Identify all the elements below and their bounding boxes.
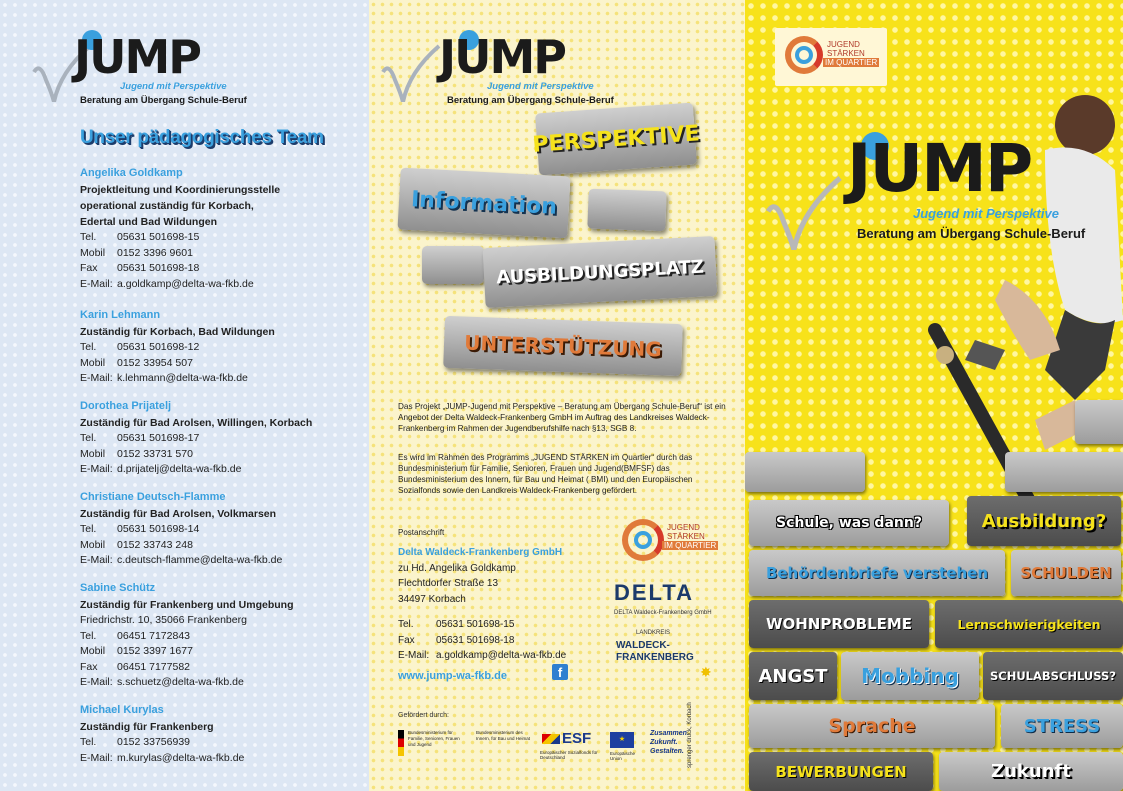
brick-schulden [1011, 550, 1121, 596]
contact-label: Tel. [80, 432, 97, 444]
member-name: Michael Kurylas [80, 704, 164, 716]
contact-label: E-Mail: [80, 554, 113, 567]
brick-mobbing [841, 652, 979, 700]
stone-label: PERSPEKTIVE [531, 120, 701, 158]
member-name: Sabine Schütz [80, 582, 156, 594]
funding-logos [398, 728, 718, 768]
jump-logo [379, 24, 614, 114]
brick-label: SCHULDEN [1020, 564, 1112, 582]
contact-label: E-Mail: [398, 650, 430, 661]
delta-subtitle: DELTA Waldeck-Frankenberg GmbH [614, 610, 712, 616]
landkreis-text: LANDKREIS [636, 630, 671, 636]
brick-bewerbungen [749, 752, 933, 791]
team-panel [0, 0, 369, 791]
stone-blank [587, 189, 666, 232]
member-name: Christiane Deutsch-Flamme [80, 491, 226, 503]
funding-paragraph: Es wird im Rahmen des Programms „JUGEND STÄRKEN im Quartier“ durch das Bundesministerium für Familie, Senioren, Frauen und Jugend(BMFSF) das Bundesministerium des Innern, für Bau und Heimat ( BMI) und den Europäischen Sozialfonds sowie den Landkreis Waldeck-Frankenberg gefördert. [398, 453, 693, 495]
brick-sprache [749, 704, 995, 748]
jump-tagline: Beratung am Übergang Schule-Beruf [857, 226, 1086, 241]
brick-stress [1001, 704, 1123, 748]
esf-wordmark: ESF [562, 730, 592, 747]
motto-line: Zusammen. [650, 730, 689, 737]
landkreis-text: WALDECK- [616, 640, 670, 651]
email-address: s.schuetz@delta-wa-fkb.de [117, 676, 244, 689]
brick-label: Zukunft [991, 761, 1071, 782]
member-role: Zuständig für Frankenberg und Umgebung [80, 599, 294, 611]
mobile-number: 0152 33731 570 [117, 447, 193, 460]
contact-label: Fax [80, 660, 98, 673]
wall-brick [1075, 400, 1123, 444]
phone-number: 05631 501698-15 [117, 231, 200, 243]
contact-label: Mobil [80, 356, 106, 369]
fax-number: 05631 501698-18 [117, 262, 200, 275]
esf-subtitle: Europäischer Sozialfonds für Deutschland [540, 750, 598, 760]
delta-wordmark: DELTA [614, 580, 695, 605]
brick-label: STRESS [1023, 715, 1101, 737]
jump-tagline: Beratung am Übergang Schule-Beruf [80, 95, 247, 106]
phone-number: 05631 501698-14 [117, 523, 200, 535]
info-panel [369, 0, 745, 791]
cover-panel [745, 0, 1123, 791]
brick-label: Mobbing [861, 664, 959, 688]
contact-label: Fax [398, 634, 415, 646]
jump-subtitle: Jugend mit Perspektive [487, 81, 594, 92]
jsq-logo [622, 517, 722, 569]
address-line: 34497 Korbach [398, 593, 466, 605]
mobile-number: 0152 33743 248 [117, 538, 193, 551]
brick-wohn [749, 600, 929, 648]
address-line: zu Hd. Angelika Goldkamp [398, 562, 516, 574]
email-address: m.kurylas@delta-wa-fkb.de [117, 751, 245, 764]
wall-brick [745, 452, 865, 492]
landkreis-logo [612, 630, 722, 686]
contact-label: Tel. [80, 523, 97, 535]
landkreis-text: FRANKENBERG [616, 652, 694, 663]
phone-number: 06451 7172843 [117, 629, 190, 642]
member-role: Zuständig für Bad Arolsen, Volkmarsen [80, 508, 277, 520]
jump-subtitle: Jugend mit Perspektive [120, 81, 227, 92]
contact-label: Mobil [80, 645, 106, 658]
stone-label: UNTERSTÜTZUNG [463, 330, 663, 362]
contact-label: Tel. [80, 341, 97, 353]
intro-paragraph: Das Projekt „JUMP-Jugend mit Perspektive – Beratung am Übergang Schule-Beruf“ ist ein Angebot der Delta Waldeck-Frankenberg GmbH im Auftrag des Landkreises Waldeck-Frankenberg im Rahmen der Jugendberufshilfe nach §13, SGB 8. [398, 402, 726, 433]
phone-number: 05631 501698-15 [436, 619, 515, 630]
funded-by-label: Gefördert durch: [398, 712, 449, 719]
facebook-icon[interactable]: f [552, 664, 568, 680]
brick-label: SCHULABSCHLUSS? [989, 669, 1116, 683]
member-role: operational zuständig für Korbach, [80, 200, 254, 212]
brick-ausbildung [967, 496, 1121, 546]
eu-flag-icon: ★ [610, 732, 634, 748]
stone-information [397, 168, 570, 239]
jsq-text: STÄRKEN [827, 49, 865, 58]
member-role: Edertal und Bad Wildungen [80, 216, 217, 228]
jsq-text: IM QUARTIER [825, 58, 878, 67]
checkmark-swoosh-icon [763, 160, 853, 250]
brick-zukunft [939, 752, 1123, 791]
star-icon: ✸ [700, 664, 712, 680]
email-address: k.lehmann@delta-wa-fkb.de [117, 372, 248, 385]
contact-label: E-Mail: [80, 277, 113, 290]
member-prijatelj [80, 400, 360, 478]
brick-label: WOHNPROBLEME [765, 615, 913, 633]
email-address: a.goldkamp@delta-wa-fkb.de [117, 277, 254, 290]
team-title: Unser pädagogisches Team [80, 127, 324, 148]
contact-label: E-Mail: [80, 751, 113, 764]
fax-number: 06451 7177582 [117, 660, 190, 673]
member-name: Karin Lehmann [80, 309, 161, 321]
delta-logo [612, 580, 722, 620]
jsq-text: STÄRKEN [667, 532, 705, 541]
stone-label: AUSBILDUNGSPLATZ [495, 256, 705, 288]
member-role: Zuständig für Korbach, Bad Wildungen [80, 326, 275, 338]
address-line: Flechtdorfer Straße 13 [398, 578, 499, 589]
member-deutsch-flamme [80, 491, 360, 569]
brick-label: Sprache [828, 715, 916, 737]
member-kurylas [80, 704, 360, 766]
mobile-number: 0152 3396 9601 [117, 246, 193, 259]
stone-perspektive [531, 103, 701, 176]
phone-number: 05631 501698-17 [117, 432, 200, 444]
email-address: a.goldkamp@delta-wa-fkb.de [436, 650, 567, 661]
email-address: d.prijatelj@delta-wa-fkb.de [117, 463, 242, 476]
esf-logo [540, 730, 606, 764]
jump-wordmark: JUMP [74, 30, 200, 84]
member-address: Friedrichstr. 10, 35066 Frankenberg [80, 614, 247, 626]
brick-label: BEWERBUNGEN [775, 762, 907, 781]
brick-angst [749, 652, 837, 700]
member-role: Zuständig für Bad Arolsen, Willingen, Korbach [80, 417, 313, 429]
brick-behoerden [749, 550, 1005, 596]
postal-address [398, 528, 608, 682]
stone-unterstuetzung [443, 316, 683, 376]
member-goldkamp [80, 167, 360, 292]
jsq-text: IM QUARTIER [664, 541, 717, 550]
contact-label: E-Mail: [80, 463, 113, 476]
mobile-number: 0152 3397 1677 [117, 645, 193, 658]
brick-label: Behördenbriefe verstehen [765, 564, 989, 582]
bmi-logo: Bundesministerium des Innern, für Bau und Heimat [476, 730, 531, 741]
brick-label: ANGST [758, 665, 828, 687]
brick-label: Lernschwierigkeiten [957, 616, 1101, 632]
contact-label: Tel. [80, 736, 97, 748]
contact-label: Fax [80, 262, 98, 275]
jump-logo [30, 24, 260, 114]
stone-blank [422, 246, 484, 284]
jsq-text: JUGEND [667, 523, 700, 532]
brick-label: Ausbildung? [981, 510, 1107, 532]
federal-eagle-icon [398, 730, 404, 756]
org-name: Delta Waldeck-Frankenberg GmbH [398, 547, 563, 558]
brick-lern [935, 600, 1123, 648]
jump-tagline: Beratung am Übergang Schule-Beruf [447, 95, 614, 106]
mobile-number: 0152 33954 507 [117, 356, 193, 369]
member-schuetz [80, 582, 360, 691]
member-name: Angelika Goldkamp [80, 167, 183, 179]
bmfsfj-logo: Bundesministerium für Familie, Senioren, Frauen und Jugend [408, 730, 460, 747]
website-link[interactable]: www.jump-wa-fkb.de [398, 669, 507, 682]
contact-label: Tel. [398, 619, 414, 630]
motto-line: Gestalten. [650, 748, 684, 755]
eu-label: Europäische Union [610, 751, 636, 761]
contact-label: E-Mail: [80, 372, 113, 385]
motto-line: Zukunft. [650, 739, 678, 746]
member-role: Projektleitung und Koordinierungsstelle [80, 184, 281, 196]
printer-credit: sprenger druck, Korbach [687, 702, 693, 768]
jump-wordmark: JUMP [847, 130, 1032, 207]
brick-schule [749, 500, 949, 546]
phone-number: 05631 501698-12 [117, 341, 200, 353]
member-role: Zuständig für Frankenberg [80, 721, 214, 733]
wall-brick [1005, 452, 1123, 492]
brick-label: Schule, was dann? [776, 515, 922, 531]
phone-number: 0152 33756939 [117, 736, 190, 748]
jump-logo [763, 120, 1086, 250]
jsq-text: JUGEND [827, 40, 860, 49]
postal-label: Postanschrift [398, 528, 445, 537]
contact-label: E-Mail: [80, 676, 113, 689]
jump-wordmark: JUMP [439, 30, 565, 84]
contact-label: Mobil [80, 447, 106, 460]
stone-label: Information [410, 186, 558, 220]
stone-ausbildungsplatz [483, 236, 718, 308]
contact-label: Mobil [80, 246, 106, 259]
brick-schulabschluss [983, 652, 1123, 700]
fax-number: 05631 501698-18 [436, 634, 515, 646]
email-address: c.deutsch-flamme@delta-wa-fkb.de [117, 554, 283, 567]
member-lehmann [80, 309, 360, 387]
jump-subtitle: Jugend mit Perspektive [913, 206, 1059, 221]
contact-label: Mobil [80, 538, 106, 551]
contact-label: Tel. [80, 231, 97, 243]
member-name: Dorothea Prijatelj [80, 400, 172, 412]
contact-label: Tel. [80, 629, 97, 642]
